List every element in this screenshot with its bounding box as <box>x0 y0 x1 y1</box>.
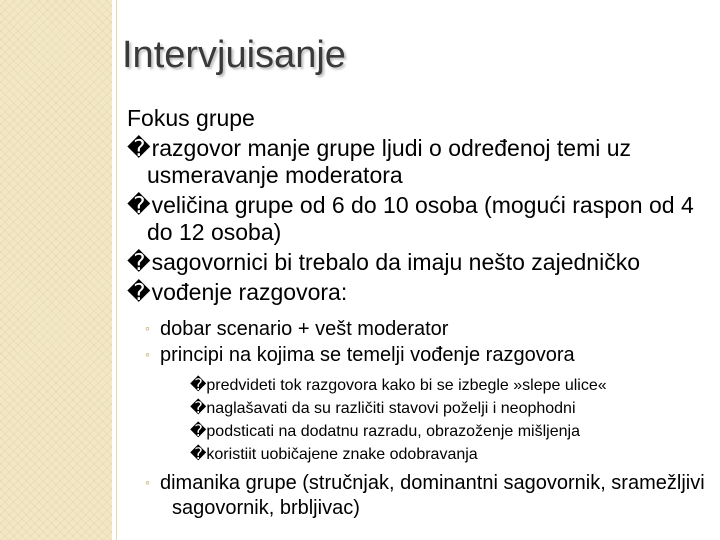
nested-bullet-text: naglašavati da su različiti stavovi poželji i neophodni <box>206 400 576 417</box>
sub-bullet-text: dobar scenario + vešt moderator <box>159 318 449 340</box>
ring-bullet-icon: ◦ <box>145 474 150 490</box>
bullet-marker-icon: � <box>127 249 151 275</box>
bullet-item <box>127 249 717 276</box>
bullet-marker-icon: � <box>190 423 207 440</box>
nested-bullet-item <box>190 420 717 443</box>
side-divider <box>112 0 114 540</box>
bullet-marker-icon: � <box>190 400 207 417</box>
nested-bullet-text: koristiit uobičajene znake odobravanja <box>206 446 478 463</box>
bullet-text: sagovornici bi trebalo da imaju nešto zajedničko <box>151 249 640 275</box>
nested-bullet-item <box>190 443 717 466</box>
slide-title: Intervjuisanje <box>122 34 346 76</box>
bullet-item <box>127 135 717 189</box>
bullet-marker-icon: � <box>127 192 151 218</box>
bullet-text: vođenje razgovora: <box>151 279 348 305</box>
bullet-text: veličina grupe od 6 do 10 osoba (mogući raspon od 4 do 12 osoba) <box>147 192 694 245</box>
bullet-marker-icon: � <box>190 377 207 394</box>
sub-bullet-text: dimanika grupe (stručnjak, dominantni sagovornik, sramežljivi sagovornik, brbljivac) <box>159 472 705 519</box>
sub-bullet-item <box>145 316 717 342</box>
nested-bullet-text: predvideti tok razgovora kako bi se izbegle »slepe ulice« <box>206 377 607 394</box>
bullet-marker-icon: � <box>127 279 151 305</box>
side-divider-line <box>116 0 117 540</box>
slide-body <box>127 104 717 521</box>
sub-bullet-item <box>145 342 717 368</box>
nested-bullet-item <box>190 374 717 397</box>
bullet-item <box>127 279 717 306</box>
nested-bullet-item <box>190 397 717 420</box>
nested-bullet-list <box>190 374 717 466</box>
bullet-marker-icon: � <box>190 446 207 463</box>
bullet-item <box>127 192 717 246</box>
sub-bullet-text: principi na kojima se temelji vođenje razgovora <box>159 344 575 366</box>
sub-bullet-item <box>145 470 717 521</box>
ring-bullet-icon: ◦ <box>145 320 150 336</box>
bullet-marker-icon: � <box>127 135 151 161</box>
sub-bullet-list <box>145 316 717 521</box>
bullet-text: razgovor manje grupe ljudi o određenoj temi uz usmeravanje moderatora <box>147 135 632 188</box>
nested-bullet-text: podsticati na dodatnu razradu, obrazoženje mišljenja <box>206 423 580 440</box>
subheading: Fokus grupe <box>127 105 255 131</box>
ring-bullet-icon: ◦ <box>145 346 150 362</box>
decorative-side-band <box>0 0 112 540</box>
